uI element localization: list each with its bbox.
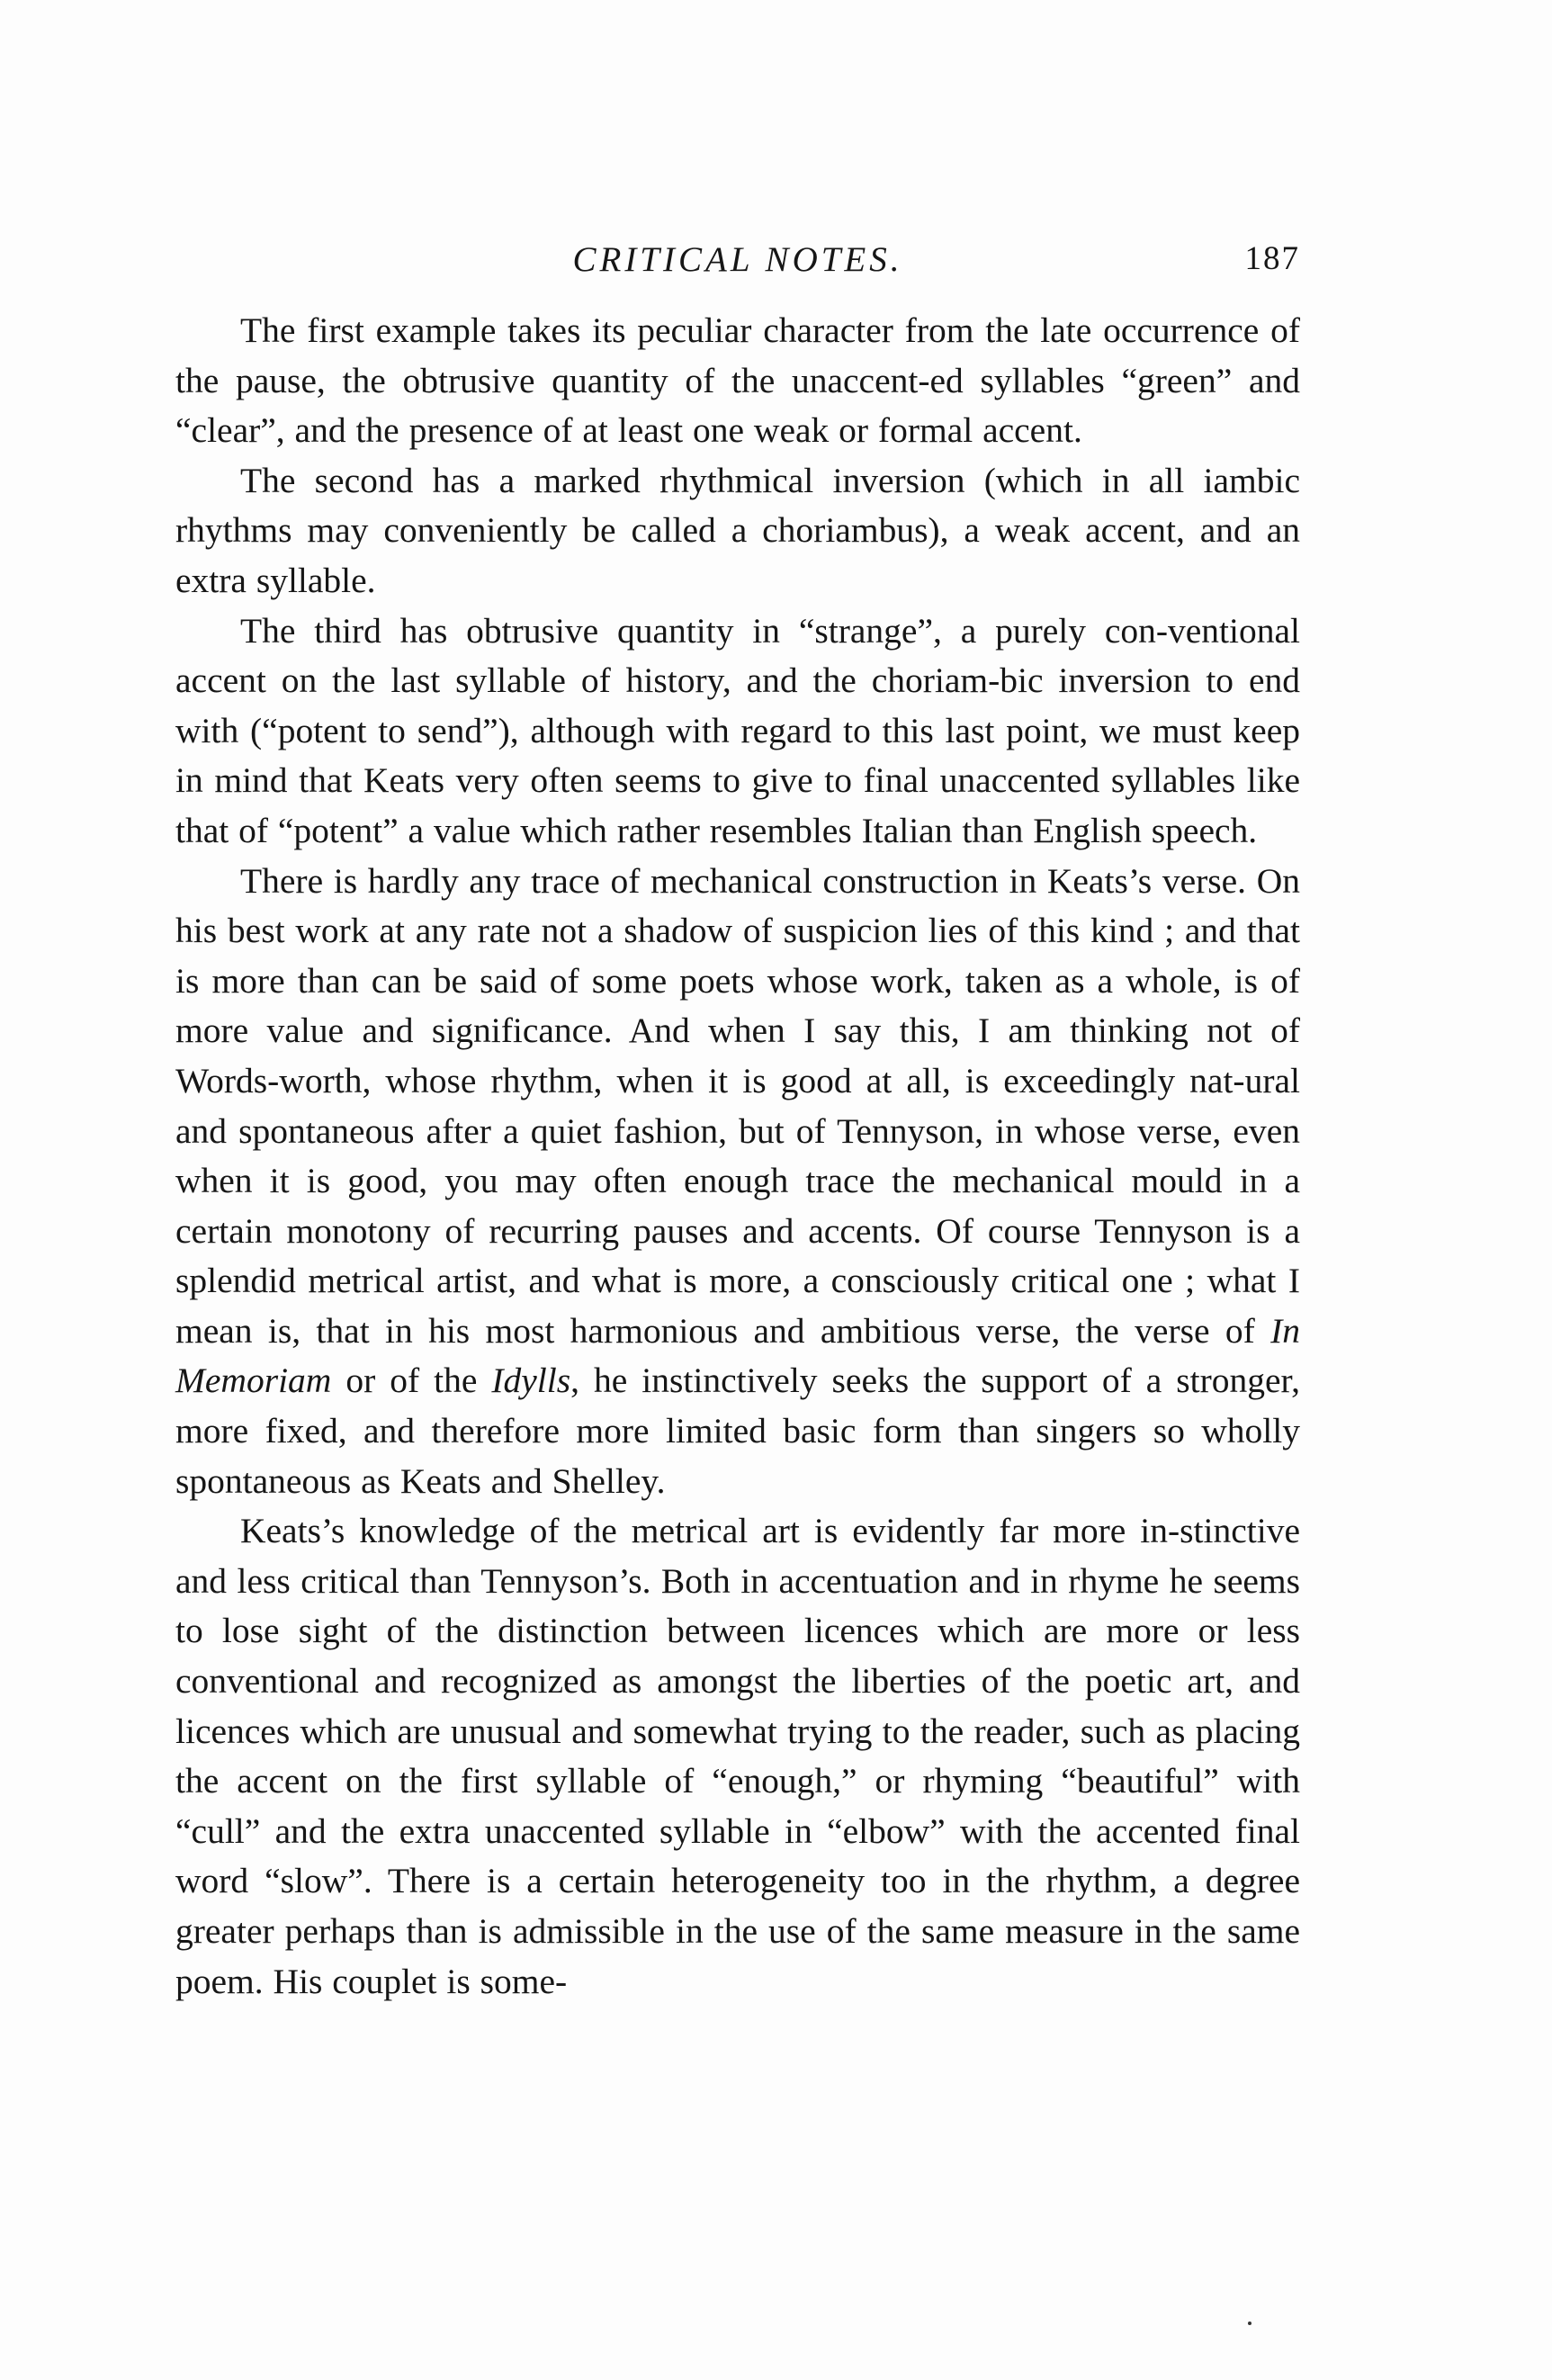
paragraph-3: The third has obtrusive quantity in “strange”, a purely con-ventional accent on the last syllable of history, and the choriam-bic inversion to end with (“potent to send”), although with regard to this last point, we must keep in mind that Keats very often seems to give to final unaccented syllables like that of “potent” a value which rather resembles Italian than English speech. bbox=[175, 610, 1300, 850]
running-head bbox=[175, 232, 1300, 286]
body-text bbox=[175, 306, 1300, 2007]
paragraph-2: The second has a marked rhythmical inversion (which in all iambic rhythms may conveniently be called a choriambus), a weak accent, and an extra syllable. bbox=[175, 460, 1300, 600]
work-title: Idylls bbox=[491, 1361, 571, 1401]
paragraph-5: Keats’s knowledge of the metrical art is evidently far more in-stinctive and less critical than Tennyson’s. Both in accentuation and in rhyme he seems to lose sight of the distinction between licences which are more or less conventional and recognized as amongst the liberties of the poetic art, and licences which are unusual and somewhat trying to the reader, such as placing the accent on the first syllable of “enough,” or rhyming “beautiful” with “cull” and the extra unaccented syllable in “elbow” with the accented final word “slow”. There is a certain heterogeneity too in the rhythm, a degree greater perhaps than is admissible in the use of the same measure in the same poem. His couplet is some- bbox=[175, 1511, 1300, 2001]
paragraph-1: The first example takes its peculiar character from the late occurrence of the pause, the obtrusive quantity of the unaccent-ed syllables “green” and “clear”, and the presence of at least one weak or formal accent. bbox=[175, 310, 1300, 451]
print-speck bbox=[1248, 2322, 1251, 2325]
page-number: 187 bbox=[1244, 240, 1300, 277]
paragraph-4: There is hardly any trace of mechanical construction in Keats’s verse. On his best work at any rate not a shadow of suspicion lies of this kind ; and that is more than can be said of some poets whose work, taken as a whole, is of more value and significance. And when I say this, I am thinking not of Words-worth, whose rhythm, when it is good at all, is exceedingly nat-ural and spontaneous after a quiet fashion, but of Tennyson, in whose verse, even when it is good, you may often enough trace the mechanical mould in a certain monotony of recurring pauses and accents. Of course Tennyson is a splendid metrical artist, and what is more, a consciously critical one ; what I mean is, that in his most harmonious and ambitious verse, the verse of In Memoriam or of the Idylls, he instinctively seeks the support of a stronger, more fixed, and therefore more limited basic form than singers so wholly spontaneous as Keats and Shelley. bbox=[175, 860, 1300, 1501]
work-title: In Memoriam bbox=[175, 1310, 1300, 1401]
running-title: CRITICAL NOTES. bbox=[572, 240, 903, 279]
